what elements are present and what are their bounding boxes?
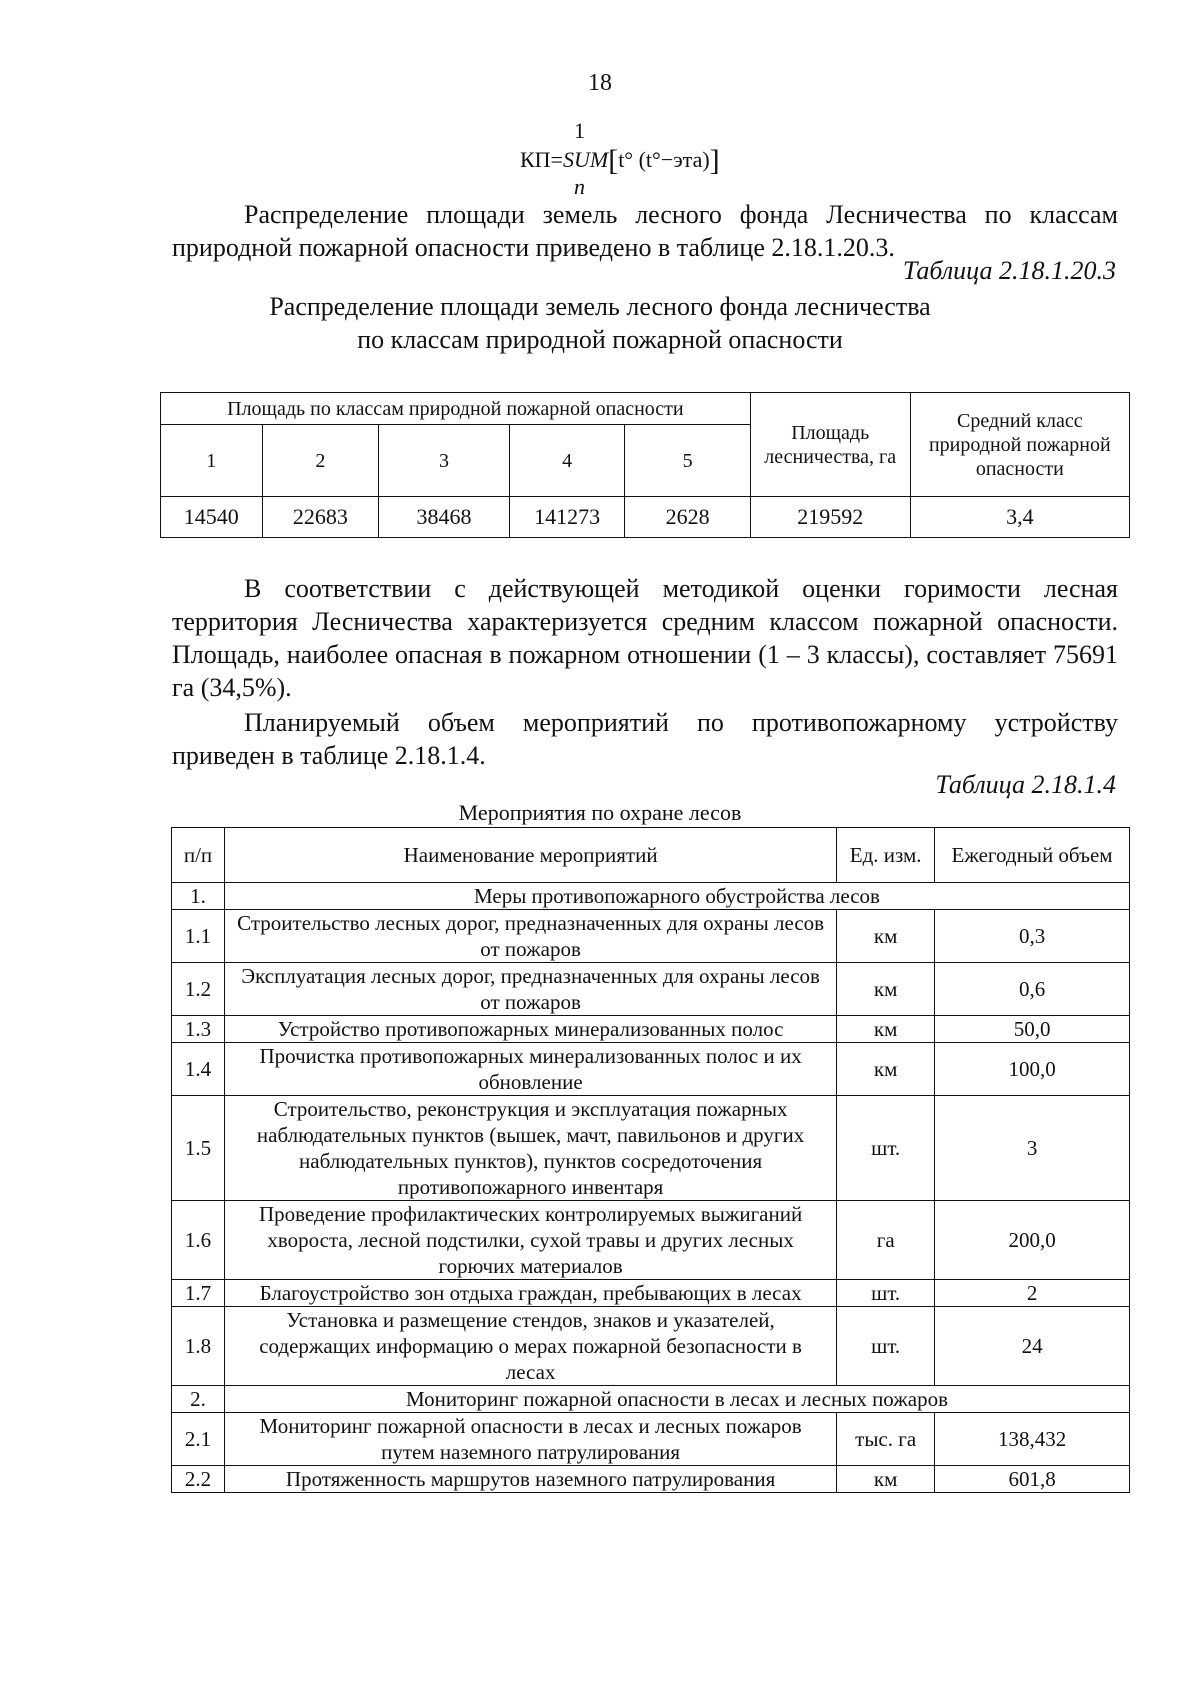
measure-name: Строительство лесных дорог, предназначенных для охраны лесов от пожаров — [224, 910, 836, 963]
header-average-class: Средний класс природной пожарной опасности — [910, 393, 1129, 497]
measure-name: Эксплуатация лесных дорог, предназначенных для охраны лесов от пожаров — [224, 963, 836, 1016]
unit-cell: шт. — [837, 1280, 935, 1307]
table-row — [172, 1096, 1130, 1201]
table1-title-line2: по классам природной пожарной опасности — [357, 325, 843, 354]
unit-cell: км — [837, 963, 935, 1016]
volume-cell: 24 — [935, 1307, 1130, 1386]
table2-title: Мероприятия по охране лесов — [458, 800, 742, 825]
formula-expression — [520, 144, 720, 178]
row-number: 1.7 — [172, 1280, 225, 1307]
volume-cell: 138,432 — [935, 1413, 1130, 1466]
value-cell: 2628 — [625, 497, 750, 538]
measure-name: Проведение профилактических контролируемых выжиганий хвороста, лесной подстилки, сухой травы и других лесных горючих материалов — [224, 1201, 836, 1280]
fire-class-table — [160, 392, 1130, 538]
header-num: п/п — [172, 828, 225, 883]
table-row — [172, 1413, 1130, 1466]
bracket-close-icon: ] — [709, 144, 720, 177]
volume-cell: 0,3 — [935, 910, 1130, 963]
value-cell: 141273 — [509, 497, 625, 538]
unit-cell: шт. — [837, 1096, 935, 1201]
value-cell: 219592 — [750, 497, 910, 538]
forest-protection-table — [171, 827, 1130, 1493]
measure-name: Прочистка противопожарных минерализованных полос и их обновление — [224, 1043, 836, 1096]
header-class-areas: Площадь по классам природной пожарной опасности — [161, 393, 751, 425]
measure-name: Мониторинг пожарной опасности в лесах и лесных пожаров путем наземного патрулирования — [224, 1413, 836, 1466]
volume-cell: 2 — [935, 1280, 1130, 1307]
class-number: 5 — [625, 425, 750, 497]
table-row — [172, 963, 1130, 1016]
value-cell: 22683 — [262, 497, 379, 538]
table-row — [172, 1307, 1130, 1386]
section-row — [172, 1386, 1130, 1413]
paragraph-assessment: В соответствии с действующей методикой оценки горимости лесная территория Лесничества характеризуется средним классом пожарной опасности. Площадь, наиболее опасная в пожарном отношении (1 – 3 классы), составляет 75691 га (34,5%). — [172, 574, 1118, 702]
row-number: 1.3 — [172, 1016, 225, 1043]
measure-name: Устройство противопожарных минерализованных полос — [224, 1016, 836, 1043]
formula-lower-limit: n — [574, 174, 585, 199]
class-number: 2 — [262, 425, 379, 497]
volume-cell: 200,0 — [935, 1201, 1130, 1280]
formula-lhs: КП= — [520, 147, 563, 172]
row-number: 1.4 — [172, 1043, 225, 1096]
volume-cell: 3 — [935, 1096, 1130, 1201]
table1-caption: Таблица 2.18.1.20.3 — [902, 256, 1116, 285]
measure-name: Протяженность маршрутов наземного патрулирования — [224, 1466, 836, 1493]
unit-cell: тыс. га — [837, 1413, 935, 1466]
table-row — [172, 1280, 1130, 1307]
value-cell: 38468 — [379, 497, 510, 538]
row-number: 1. — [172, 883, 225, 910]
volume-cell: 100,0 — [935, 1043, 1130, 1096]
header-unit: Ед. изм. — [837, 828, 935, 883]
unit-cell: км — [837, 910, 935, 963]
formula — [520, 118, 760, 198]
value-cell: 3,4 — [910, 497, 1129, 538]
class-number: 4 — [509, 425, 625, 497]
table-row — [172, 1043, 1130, 1096]
unit-cell: шт. — [837, 1307, 935, 1386]
measure-name: Установка и размещение стендов, знаков и указателей, содержащих информацию о мерах пожарной безопасности в лесах — [224, 1307, 836, 1386]
row-number: 2.2 — [172, 1466, 225, 1493]
unit-cell: км — [837, 1016, 935, 1043]
unit-cell: км — [837, 1466, 935, 1493]
section-title: Меры противопожарного обустройства лесов — [224, 883, 1129, 910]
paragraph-planned: Планируемый объем мероприятий по противопожарному устройству приведен в таблице 2.18.1.4. — [172, 708, 1118, 770]
table-row — [172, 910, 1130, 963]
section-title: Мониторинг пожарной опасности в лесах и лесных пожаров — [224, 1386, 1129, 1413]
measure-name: Строительство, реконструкция и эксплуатация пожарных наблюдательных пунктов (вышек, мачт, павильонов и других наблюдательных пунктов), пунктов сосредоточения противопожарного инвентаря — [224, 1096, 836, 1201]
formula-body: t° (t°−эта) — [618, 147, 710, 172]
row-number: 2. — [172, 1386, 225, 1413]
table2-caption: Таблица 2.18.1.4 — [935, 770, 1116, 799]
class-number: 1 — [161, 425, 263, 497]
header-forestry-area: Площадь лесничества, га — [750, 393, 910, 497]
unit-cell: га — [837, 1201, 935, 1280]
table1-title-line1: Распределение площади земель лесного фонда лесничества — [269, 292, 931, 321]
unit-cell: км — [837, 1043, 935, 1096]
bracket-open-icon: [ — [608, 144, 619, 177]
section-row — [172, 883, 1130, 910]
table-row — [172, 1016, 1130, 1043]
volume-cell: 50,0 — [935, 1016, 1130, 1043]
formula-upper-limit: 1 — [574, 118, 585, 143]
row-number: 1.1 — [172, 910, 225, 963]
page-number: 18 — [588, 70, 612, 96]
row-number: 1.5 — [172, 1096, 225, 1201]
table-row — [172, 1201, 1130, 1280]
paragraph-intro: Распределение площади земель лесного фонда Лесничества по классам природной пожарной опасности приведено в таблице 2.18.1.20.3. — [172, 200, 1118, 262]
class-number: 3 — [379, 425, 510, 497]
measure-name: Благоустройство зон отдыха граждан, пребывающих в лесах — [224, 1280, 836, 1307]
table-row — [172, 1466, 1130, 1493]
header-volume: Ежегодный объем — [935, 828, 1130, 883]
formula-sum: SUM — [562, 147, 609, 172]
row-number: 1.8 — [172, 1307, 225, 1386]
row-number: 1.6 — [172, 1201, 225, 1280]
row-number: 1.2 — [172, 963, 225, 1016]
header-name: Наименование мероприятий — [224, 828, 836, 883]
volume-cell: 601,8 — [935, 1466, 1130, 1493]
volume-cell: 0,6 — [935, 963, 1130, 1016]
value-cell: 14540 — [161, 497, 263, 538]
row-number: 2.1 — [172, 1413, 225, 1466]
